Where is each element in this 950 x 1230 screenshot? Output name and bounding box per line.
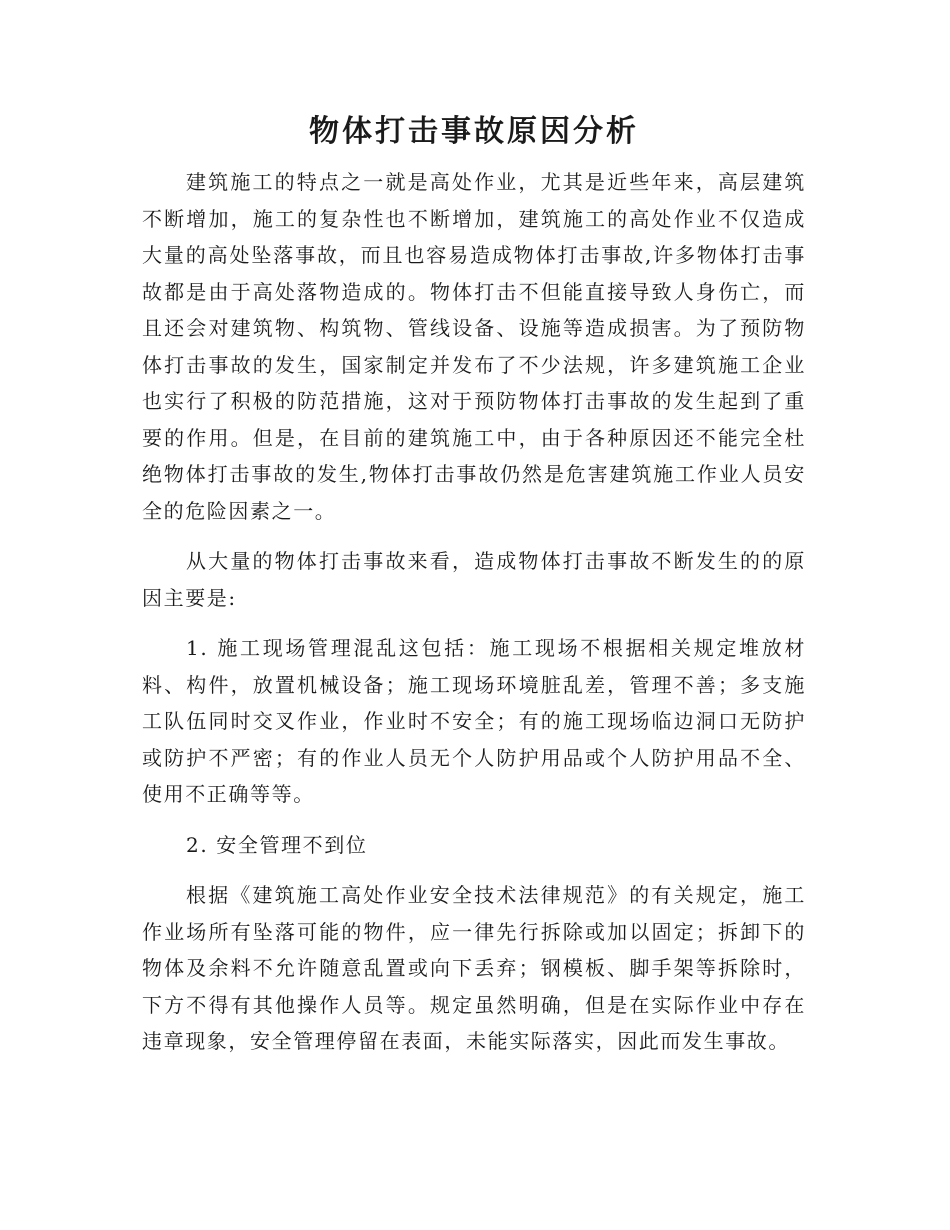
paragraph-cause-1: 1. 施工现场管理混乱这包括：施工现场不根据相关规定堆放材料、构件，放置机械设备；施工现场环境脏乱差，管理不善；多支施工队伍同时交叉作业，作业时不安全；有的施工现场临边洞口无防护或防护不严密；有的作业人员无个人防护用品或个人防护用品不全、使用不正确等等。 <box>142 636 806 806</box>
document-title: 物体打击事故原因分析 <box>309 114 639 149</box>
paragraph-causes-lead: 从大量的物体打击事故来看，造成物体打击事故不断发生的的原因主要是: <box>142 549 806 610</box>
document-page <box>142 108 806 1060</box>
paragraph-intro: 建筑施工的特点之一就是高处作业，尤其是近些年来，高层建筑不断增加，施工的复杂性也不断增加，建筑施工的高处作业不仅造成大量的高处坠落事故，而且也容易造成物体打击事故,许多物体打击事故都是由于高处落物造成的。物体打击不但能直接导致人身伤亡，而且还会对建筑物、构筑物、管线设备、设施等造成损害。为了预防物体打击事故的发生，国家制定并发布了不少法规，许多建筑施工企业也实行了积极的防范措施，这对于预防物体打击事故的发生起到了重要的作用。但是，在目前的建筑施工中，由于各种原因还不能完全杜绝物体打击事故的发生,物体打击事故仍然是危害建筑施工作业人员安全的危险因素之一。 <box>142 170 806 523</box>
paragraph-cause-2-heading: 2. 安全管理不到位 <box>186 832 368 857</box>
paragraph-cause-2-detail: 根据《建筑施工高处作业安全技术法律规范》的有关规定，施工作业场所有坠落可能的物件，应一律先行拆除或加以固定；拆卸下的物体及余料不允许随意乱置或向下丢弃；钢模板、脚手架等拆除时，下方不得有其他操作人员等。规定虽然明确，但是在实际作业中存在违章现象，安全管理停留在表面，未能实际落实，因此而发生事故。 <box>142 883 806 1053</box>
